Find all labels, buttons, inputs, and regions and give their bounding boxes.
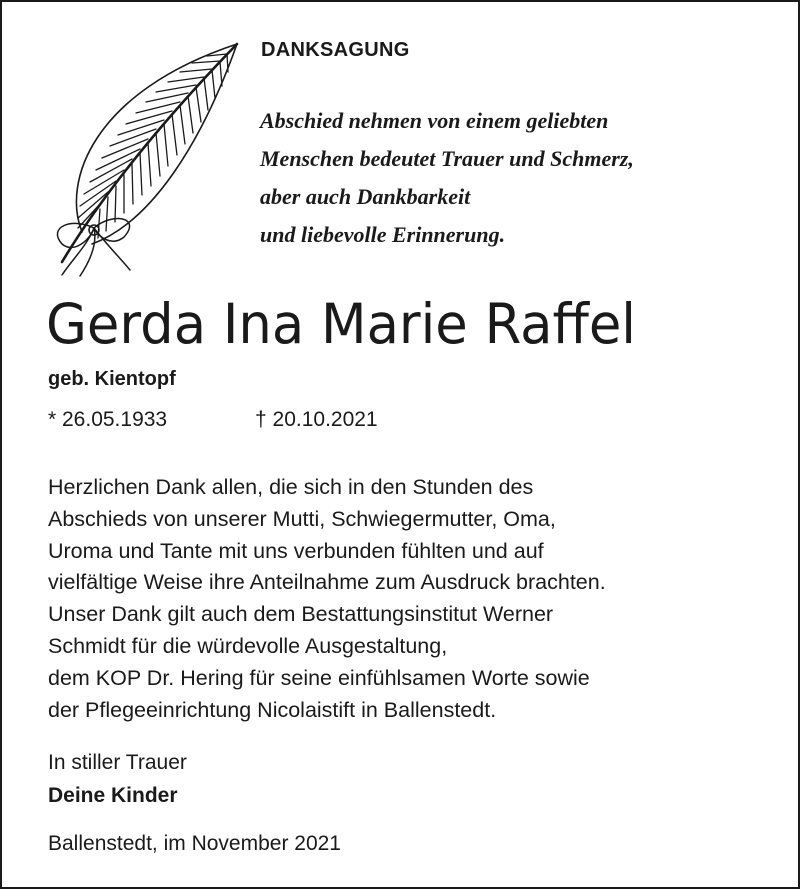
verse-line: und liebevolle Erinnerung. bbox=[260, 222, 506, 247]
death-date: † 20.10.2021 bbox=[255, 408, 378, 431]
grief-line: In stiller Trauer bbox=[48, 751, 187, 774]
maiden-name: geb. Kientopf bbox=[48, 368, 176, 390]
text-line: Abschieds von unserer Mutti, Schwiegermutter, Oma, bbox=[48, 506, 556, 531]
text-line: Unser Dank gilt auch dem Bestattungsinstitut Werner bbox=[48, 602, 554, 627]
place-date: Ballenstedt, im November 2021 bbox=[48, 832, 341, 855]
feather-icon bbox=[32, 32, 247, 277]
text-line: vielfältige Weise ihre Anteilnahme zum Ausdruck brachten. bbox=[48, 570, 606, 595]
text-line: dem KOP Dr. Hering für seine einfühlsamen Worte sowie bbox=[48, 665, 590, 690]
birth-date: * 26.05.1933 bbox=[48, 408, 168, 431]
verse-line: aber auch Dankbarkeit bbox=[260, 184, 471, 209]
verse-quote bbox=[260, 102, 780, 254]
text-line: Herzlichen Dank allen, die sich in den Stunden des bbox=[48, 475, 534, 499]
text-line: Uroma und Tante mit uns verbunden fühlten und auf bbox=[48, 538, 544, 563]
thanks-text bbox=[48, 472, 788, 726]
signature: Deine Kinder bbox=[48, 784, 178, 807]
verse-line: Menschen bedeutet Trauer und Schmerz, bbox=[260, 146, 634, 171]
deceased-name: Gerda Ina Marie Raffel bbox=[46, 292, 636, 356]
text-line: der Pflegeeinrichtung Nicolaistift in Ballenstedt. bbox=[48, 697, 497, 722]
notice-heading: DANKSAGUNG bbox=[261, 39, 410, 61]
text-line: Schmidt für die würdevolle Ausgestaltung, bbox=[48, 633, 448, 658]
verse-line: Abschied nehmen von einem geliebten bbox=[260, 108, 609, 133]
